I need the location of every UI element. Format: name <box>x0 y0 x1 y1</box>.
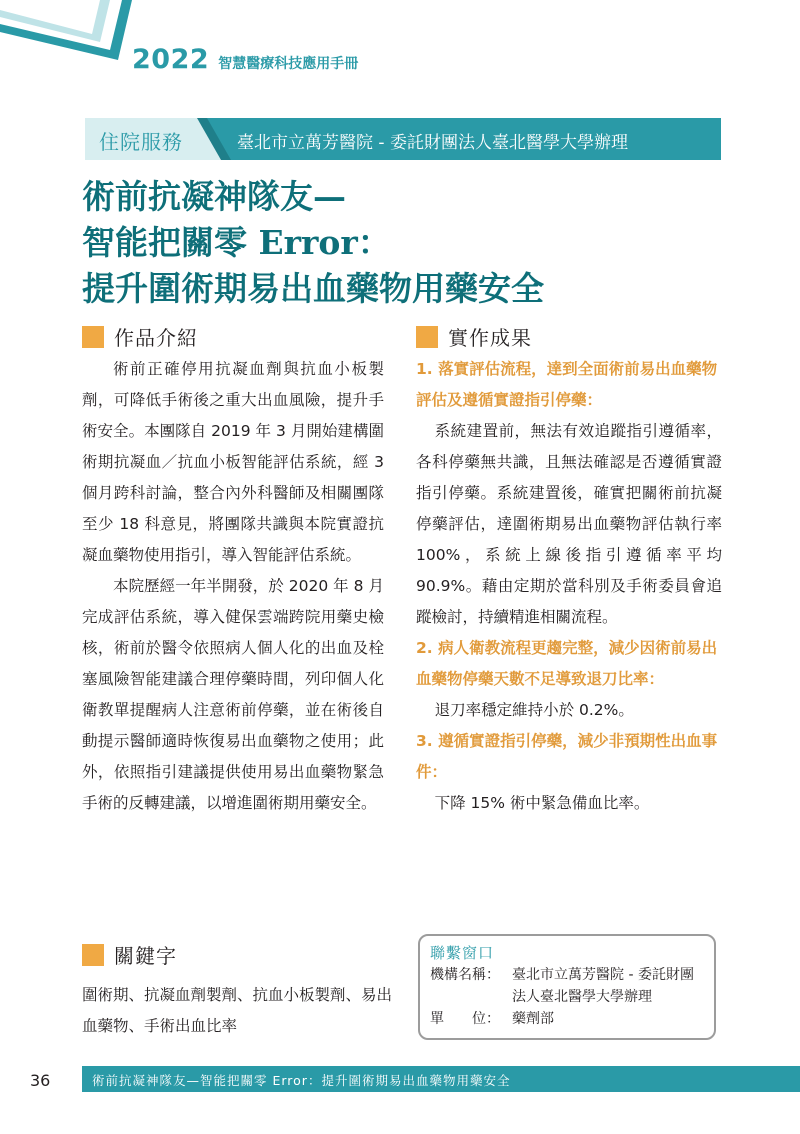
result-item-1-title: 1. 落實評估流程，達到全面術前易出血藥物評估及遵循實證指引停藥： <box>416 360 718 409</box>
contact-org-label: 機構名稱： <box>430 967 500 983</box>
intro-heading-text: 作品介紹 <box>114 326 198 350</box>
result-item-2-title: 2. 病人衛教流程更趨完整，減少因術前易出血藥物停藥天數不足導致退刀比率： <box>416 639 718 688</box>
intro-paragraph-1: 術前正確停用抗凝血劑與抗血小板製劑，可降低手術後之重大出血風險，提升手術安全。本團隊自 2019 年 3 月開始建構圍術期抗凝血／抗血小板智能評估系統，經 3 個月跨科討論，整合內外科醫師及相關團隊至少 18 科意見，將團隊共識與本院實證抗凝血藥物使用指引，導入智能評估系統。 <box>82 360 384 564</box>
footer-bar <box>82 1066 800 1092</box>
result-item-3-body: 下降 15% 術中緊急備血比率。 <box>434 794 650 812</box>
contact-unit-label: 單 位： <box>430 1011 500 1027</box>
keywords-heading-text: 關鍵字 <box>114 944 177 968</box>
keywords-heading <box>82 940 177 969</box>
title-line-1: 術前抗凝神隊友— <box>82 177 346 216</box>
footer-text: 術前抗凝神隊友—智能把關零 Error：提升圍術期易出血藥物用藥安全 <box>92 1073 511 1088</box>
result-item-2-body: 退刀率穩定維持小於 0.2%。 <box>434 701 634 719</box>
header-year: 2022 <box>132 44 210 75</box>
contact-org-value: 臺北市立萬芳醫院 - 委託財團法人臺北醫學大學辦理 <box>512 967 694 1005</box>
contact-title: 聯繫窗口 <box>430 944 495 962</box>
organization-label: 臺北市立萬芳醫院 - 委託財團法人臺北醫學大學辦理 <box>237 133 628 153</box>
page-number: 36 <box>30 1071 51 1090</box>
results-heading <box>416 322 532 351</box>
contact-box <box>418 934 716 1040</box>
header-subtitle: 智慧醫療科技應用手冊 <box>218 56 359 72</box>
category-banner <box>85 118 721 160</box>
heading-square-icon <box>416 326 438 348</box>
intro-heading <box>82 322 198 351</box>
results-body <box>416 354 722 819</box>
page-title <box>82 174 732 312</box>
result-item-3-title: 3. 遵循實證指引停藥，減少非預期性出血事件： <box>416 732 718 781</box>
category-label: 住院服務 <box>99 130 183 154</box>
title-line-3: 提升圍術期易出血藥物用藥安全 <box>82 269 544 308</box>
handbook-header <box>132 44 358 75</box>
results-heading-text: 實作成果 <box>448 326 532 350</box>
result-item-1-body: 系統建置前，無法有效追蹤指引遵循率，各科停藥無共識，且無法確認是否遵循實證指引停藥。系統建置後，確實把關術前抗凝停藥評估，達圍術期易出血藥物評估執行率 100%，系統上線後指引遵循率平均 90.9%。藉由定期於當科別及手術委員會追蹤檢討，持續精進相關流程。 <box>416 422 722 626</box>
intro-body <box>82 354 384 819</box>
heading-square-icon <box>82 326 104 348</box>
intro-paragraph-2: 本院歷經一年半開發，於 2020 年 8 月完成評估系統，導入健保雲端跨院用藥史檢核，術前於醫令依照病人個人化的出血及栓塞風險智能建議合理停藥時間，列印個人化衛教單提醒病人注意術前停藥，並在術後自動提示醫師適時恢復易出血藥物之使用；此外，依照指引建議提供使用易出血藥物緊急手術的反轉建議，以增進圍術期用藥安全。 <box>82 577 384 812</box>
keywords-text: 圍術期、抗凝血劑製劑、抗血小板製劑、易出血藥物、手術出血比率 <box>82 986 393 1035</box>
contact-org-row <box>430 964 702 1008</box>
contact-unit-value: 藥劑部 <box>512 1011 554 1027</box>
heading-square-icon <box>82 944 104 966</box>
corner-decoration <box>0 0 140 60</box>
title-line-2: 智能把關零 Error： <box>82 223 391 262</box>
contact-unit-row <box>430 1008 554 1030</box>
